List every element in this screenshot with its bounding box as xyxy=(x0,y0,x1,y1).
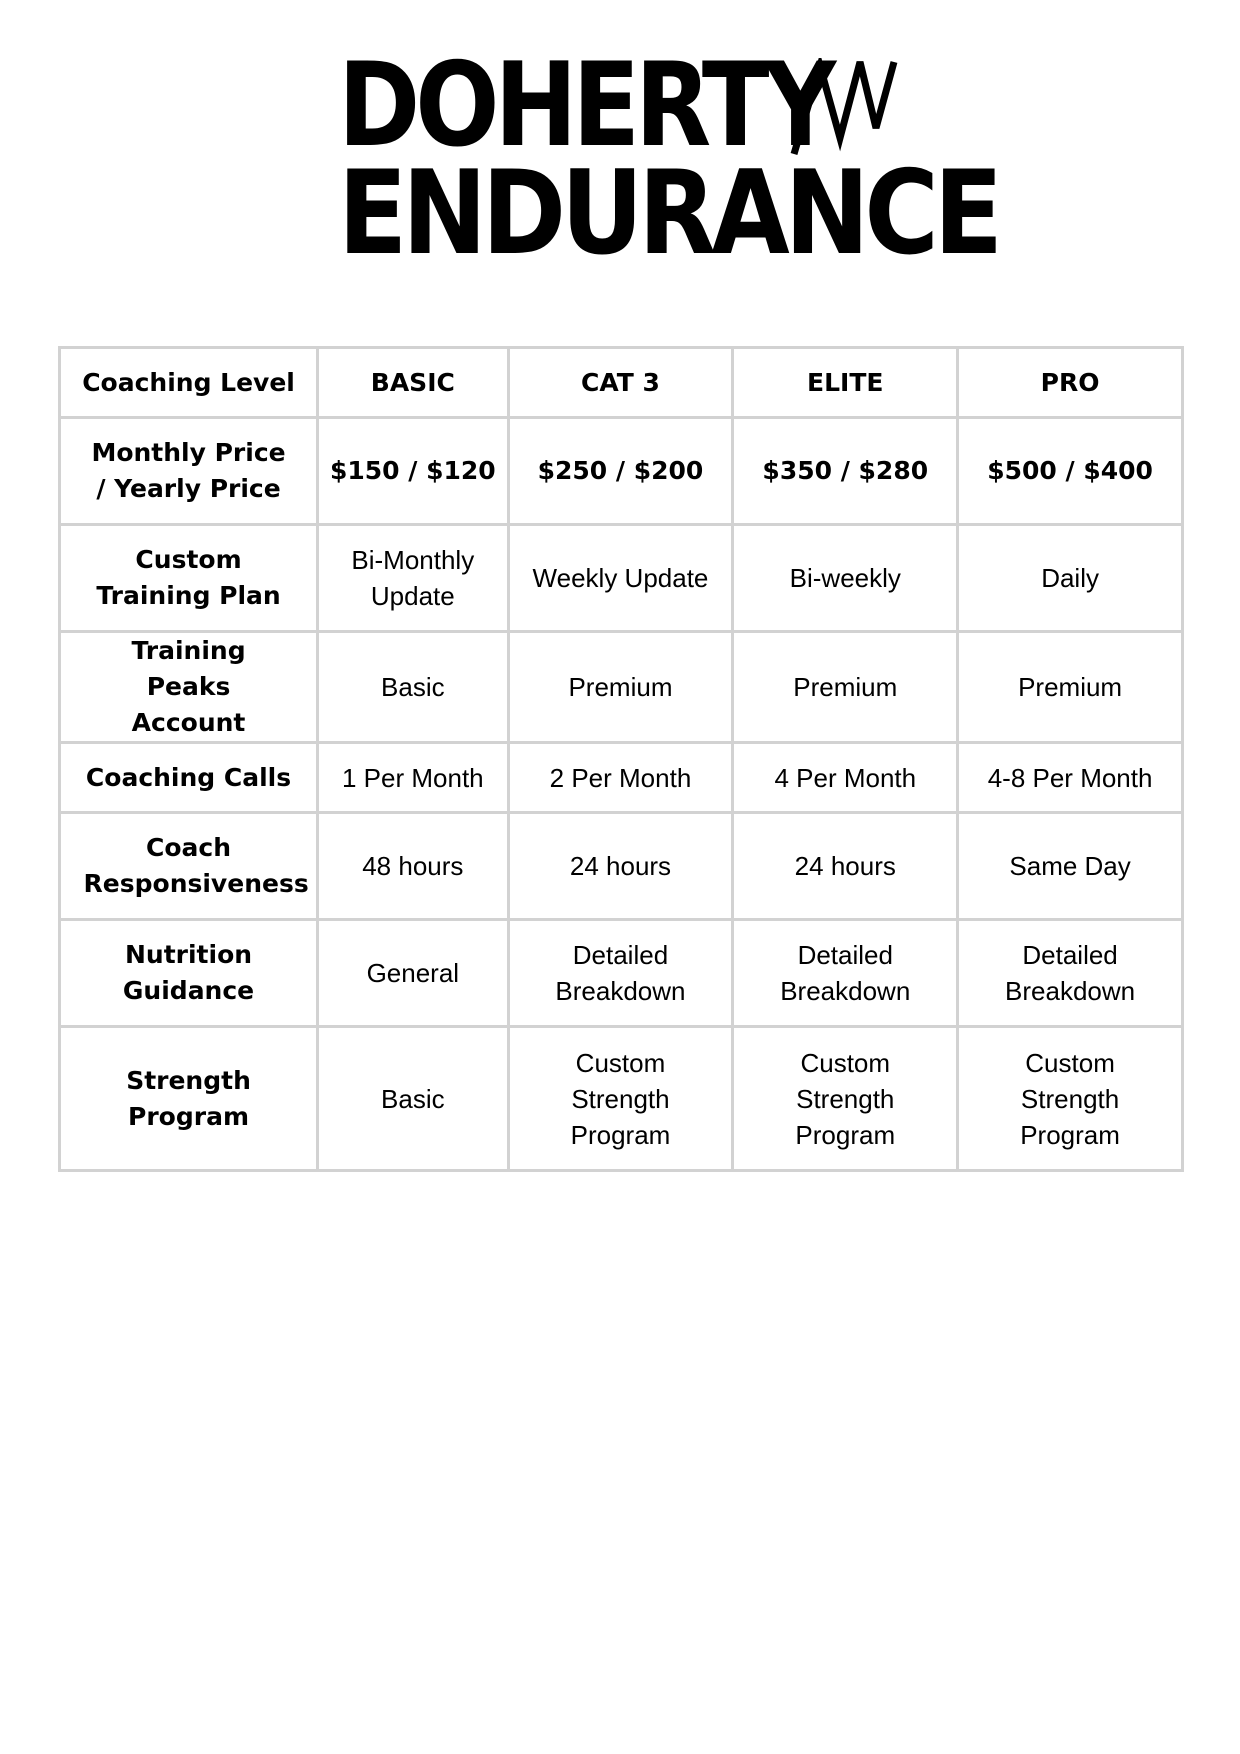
table-cell: $250 / $200 xyxy=(508,418,733,525)
table-cell: Basic xyxy=(318,632,509,743)
header-tier-elite: ELITE xyxy=(733,348,958,418)
table-cell: $500 / $400 xyxy=(958,418,1183,525)
row-label: Nutrition Guidance xyxy=(60,920,318,1027)
header-tier-pro: PRO xyxy=(958,348,1183,418)
table-cell: Bi-weekly xyxy=(733,525,958,632)
table-cell: Custom Strength Program xyxy=(733,1027,958,1171)
table-cell: Detailed Breakdown xyxy=(733,920,958,1027)
table-cell: Premium xyxy=(508,632,733,743)
brand-logo xyxy=(338,37,998,281)
header-tier-basic: BASIC xyxy=(318,348,509,418)
table-cell: Premium xyxy=(958,632,1183,743)
logo-line-doherty: DOHERTY xyxy=(338,37,832,173)
table-cell: Detailed Breakdown xyxy=(508,920,733,1027)
header-coaching-level: Coaching Level xyxy=(60,348,318,418)
table-cell: 4-8 Per Month xyxy=(958,743,1183,813)
row-label: Training Peaks Account xyxy=(60,632,318,743)
table-cell: General xyxy=(318,920,509,1027)
table-cell: Weekly Update xyxy=(508,525,733,632)
table-cell: Custom Strength Program xyxy=(508,1027,733,1171)
row-label: Coaching Calls xyxy=(60,743,318,813)
row-label: Strength Program xyxy=(60,1027,318,1171)
table-row-price xyxy=(60,418,1183,525)
table-row-training-peaks xyxy=(60,632,1183,743)
table-cell: $350 / $280 xyxy=(733,418,958,525)
table-cell: Detailed Breakdown xyxy=(958,920,1183,1027)
row-label: Monthly Price / Yearly Price xyxy=(60,418,318,525)
table-row-strength xyxy=(60,1027,1183,1171)
table-row-coaching-calls xyxy=(60,743,1183,813)
table-cell: 1 Per Month xyxy=(318,743,509,813)
table-row-training-plan xyxy=(60,525,1183,632)
table-row-nutrition xyxy=(60,920,1183,1027)
table-cell: Basic xyxy=(318,1027,509,1171)
table-cell: Daily xyxy=(958,525,1183,632)
table-cell: Custom Strength Program xyxy=(958,1027,1183,1171)
table-cell: 24 hours xyxy=(508,813,733,920)
table-header-row xyxy=(60,348,1183,418)
logo-line-endurance: ENDURANCE xyxy=(338,145,998,281)
header-tier-cat3: CAT 3 xyxy=(508,348,733,418)
row-label: Coach Responsiveness xyxy=(60,813,318,920)
row-label: Custom Training Plan xyxy=(60,525,318,632)
table-cell: 4 Per Month xyxy=(733,743,958,813)
table-row-responsiveness xyxy=(60,813,1183,920)
coaching-pricing-table xyxy=(58,346,1184,1172)
table-cell: Premium xyxy=(733,632,958,743)
table-cell: 48 hours xyxy=(318,813,509,920)
table-cell: 2 Per Month xyxy=(508,743,733,813)
zigzag-w-mark-icon xyxy=(790,58,902,158)
table-cell: $150 / $120 xyxy=(318,418,509,525)
table-cell: 24 hours xyxy=(733,813,958,920)
table-cell: Bi-Monthly Update xyxy=(318,525,509,632)
table-cell: Same Day xyxy=(958,813,1183,920)
